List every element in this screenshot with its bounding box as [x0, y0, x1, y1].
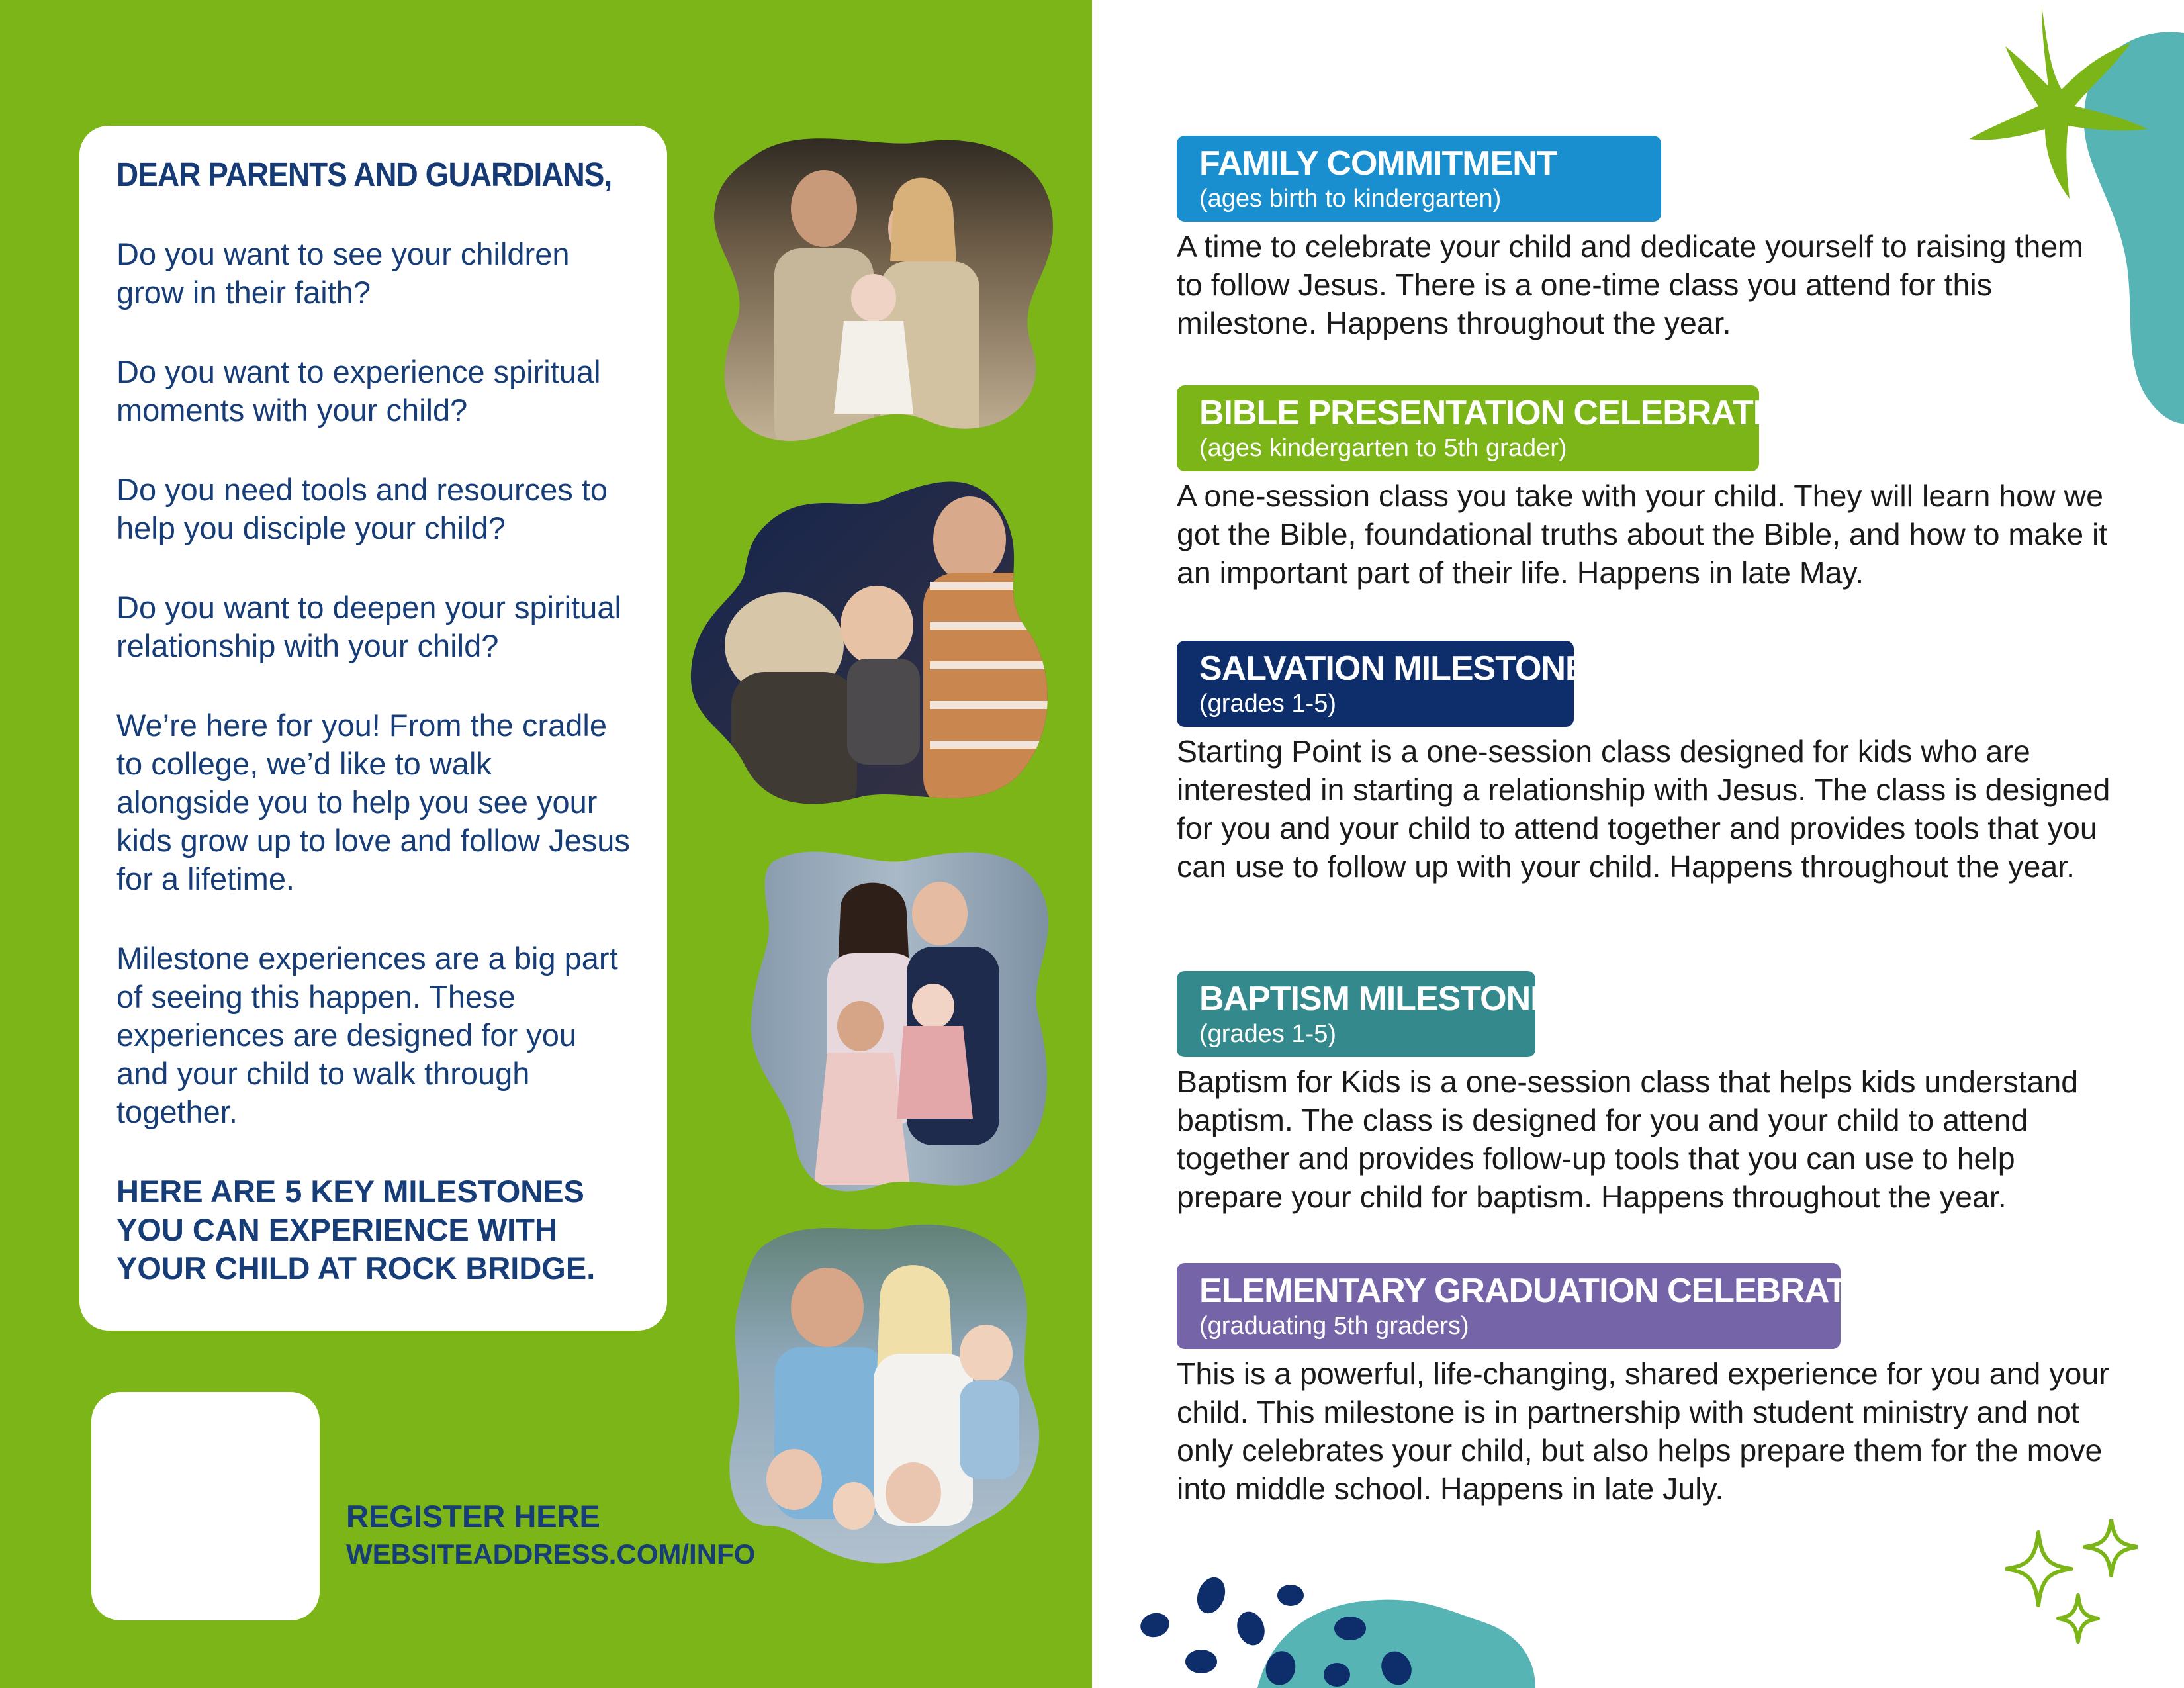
- milestone-family-commitment: [1177, 136, 2116, 342]
- qr-code-placeholder[interactable]: [91, 1392, 320, 1620]
- milestone-ages: (ages kindergarten to 5th grader): [1199, 434, 1567, 462]
- register-section: [346, 1497, 755, 1573]
- letter-paragraph: Do you want to experience spiritual moments with your child?: [116, 354, 601, 428]
- milestone-tag: [1177, 385, 1813, 471]
- register-link[interactable]: WEBSITEADDRESS.COM/INFO: [346, 1538, 756, 1570]
- milestone-title: BIBLE PRESENTATION CELEBRATION: [1199, 394, 1813, 432]
- milestone-description: A time to celebrate your child and dedicate yourself to raising them to follow Jesus. There is a one-time class you attend for this milestone. Happens throughout the year.: [1177, 229, 2083, 340]
- milestone-ages: (graduating 5th graders): [1199, 1312, 1469, 1340]
- milestone-title: ELEMENTARY GRADUATION CELEBRATION: [1199, 1272, 1906, 1310]
- letter-card: [79, 126, 667, 1331]
- milestone-tag: [1177, 136, 1661, 222]
- milestone-tag: [1177, 641, 1588, 727]
- milestone-description: Baptism for Kids is a one-session class that helps kids understand baptism. The class is designed for you and your child to attend together and provides follow-up tools that you can use to help prepare your child for baptism. Happens throughout the year.: [1177, 1064, 2079, 1214]
- milestone-baptism: [1177, 971, 2116, 1216]
- milestone-salvation: [1177, 641, 2116, 886]
- milestone-elementary-graduation: [1177, 1263, 2116, 1508]
- dots-decoration: [1138, 1575, 1668, 1688]
- letter-paragraph: We’re here for you! From the cradle to college, we’d like to walk alongside you to help you see your kids grow up to love and follow Jesus for a lifetime.: [116, 708, 630, 896]
- sparkle-icon: [2005, 1519, 2138, 1655]
- milestone-ages: (ages birth to kindergarten): [1199, 185, 1502, 212]
- family-photo-4: [721, 1215, 1046, 1569]
- milestone-tag: [1177, 971, 1553, 1057]
- milestone-ages: (grades 1-5): [1199, 1020, 1336, 1048]
- milestone-description: Starting Point is a one-session class designed for kids who are interested in starting a relationship with Jesus. The class is designed for you and your child to attend together and provides tools that you can use to follow up with your child. Happens throughout the year.: [1177, 734, 2111, 884]
- milestone-ages: (grades 1-5): [1199, 690, 1336, 718]
- milestone-description: This is a powerful, life-changing, shared experience for you and your child. This milestone is in partnership with student ministry and not only celebrates your child, but also helps prepare them for the move into middle school. Happens in late July.: [1177, 1356, 2109, 1506]
- milestone-tag: [1177, 1263, 1906, 1349]
- letter-paragraph: Do you need tools and resources to help you disciple your child?: [116, 472, 608, 545]
- letter-paragraph: Milestone experiences are a big part of seeing this happen. These experiences are designed for you and your child to walk through together.: [116, 941, 618, 1129]
- milestone-title: SALVATION MILESTONE: [1199, 649, 1588, 688]
- family-photo-1: [702, 129, 1059, 453]
- milestone-description: A one-session class you take with your child. They will learn how we got the Bible, foundational truths about the Bible, and how to make it an important part of their life. Happens in late May.: [1177, 479, 2108, 590]
- milestone-title: BAPTISM MILESTONE: [1199, 980, 1553, 1018]
- letter-paragraph: Do you want to see your children grow in their faith?: [116, 236, 570, 310]
- milestone-bible-presentation: [1177, 385, 2116, 592]
- family-photo-3: [735, 841, 1059, 1198]
- milestones-intro: HERE ARE 5 KEY MILESTONES YOU CAN EXPERIENCE WITH YOUR CHILD AT ROCK BRIDGE.: [116, 1174, 596, 1286]
- family-photo-2: [685, 473, 1056, 808]
- register-title: REGISTER HERE: [346, 1499, 600, 1534]
- letter-paragraph: Do you want to deepen your spiritual relationship with your child?: [116, 590, 621, 663]
- milestone-title: FAMILY COMMITMENT: [1199, 144, 1557, 183]
- letter-heading: DEAR PARENTS AND GUARDIANS,: [116, 156, 612, 193]
